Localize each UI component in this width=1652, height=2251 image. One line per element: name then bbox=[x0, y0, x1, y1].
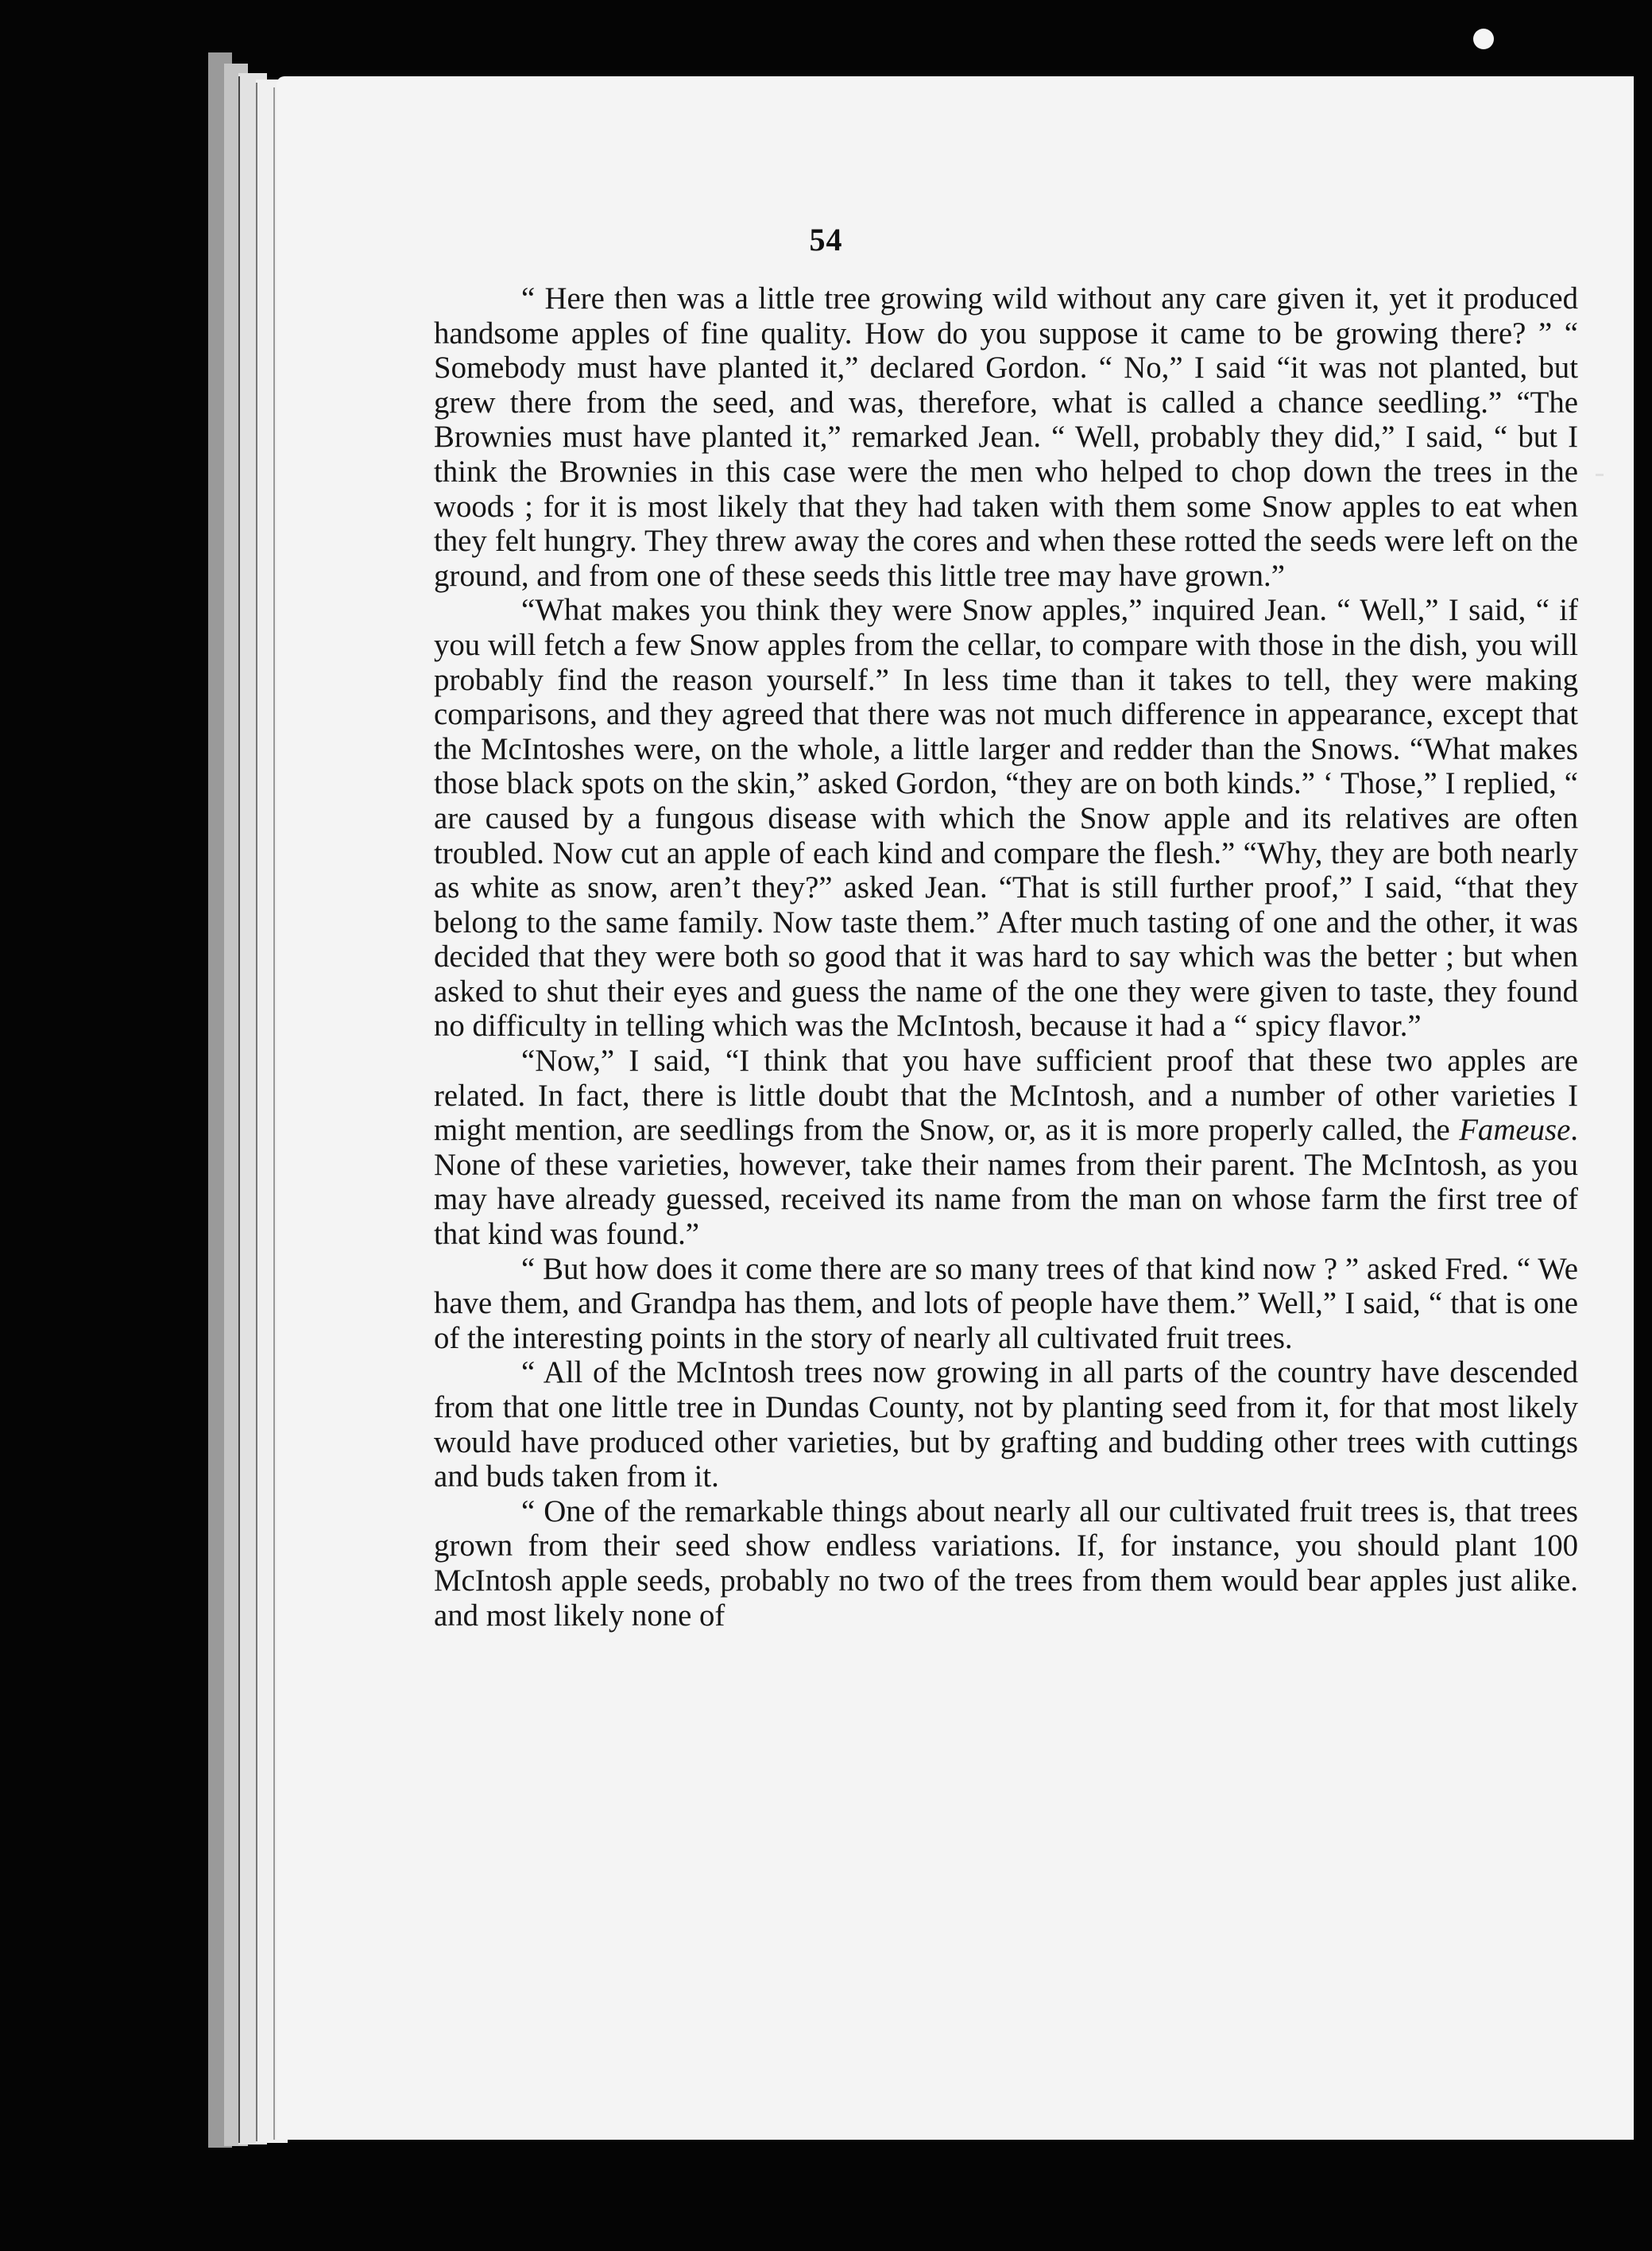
italic-term: Fameuse bbox=[1459, 1113, 1571, 1148]
paragraph-text: . None of these varieties, however, take their names from their parent. The McIntosh, as you may have already guessed, received its name from the man on whose farm the first tree of that kind was found.” bbox=[434, 1113, 1578, 1252]
paragraph-text: “Now,” I said, “I think that you have sufficient proof that these two apples are related. In fact, there is little doubt that the McIntosh, and a number of other varieties I might mention, are seedlings from the Snow, or, as it is more properly called, the bbox=[434, 1044, 1578, 1148]
page-edge-line bbox=[256, 83, 257, 2141]
paragraph: “ One of the remarkable things about nearly all our cultivated fruit trees is, that trees grown from their seed show endless variations. If, for instance, you should plant 100 McIntosh apple seeds, probably no two of the trees from them would bear apples just alike. and most likely none of bbox=[434, 1494, 1578, 1633]
page-number: 54 bbox=[809, 222, 843, 258]
margin-mark bbox=[1596, 474, 1604, 476]
paragraph: “ But how does it come there are so many trees of that kind now ? ” asked Fred. “ We have them, and Grandpa has them, and lots of people have them.” Well,” I said, “ that is one of the interesting points in the story of nearly all cultivated fruit trees. bbox=[434, 1251, 1578, 1355]
scan-speck bbox=[1473, 29, 1494, 49]
page-edge-line bbox=[273, 87, 275, 2140]
page-edge-line bbox=[238, 76, 240, 2143]
page-body bbox=[434, 281, 1578, 1633]
paragraph: “What makes you think they were Snow apples,” inquired Jean. “ Well,” I said, “ if you will fetch a few Snow apples from the cellar, to compare with those in the dish, you will probably find the reason yourself.” In less time than it takes to tell, they were making comparisons, and they agreed that there was not much difference in appearance, except that the McIntoshes were, on the whole, a little larger and redder than the Snows. “What makes those black spots on the skin,” asked Gordon, “they are on both kinds.” ‘ Those,” I replied, “ are caused by a fungous disease with which the Snow apple and its relatives are often troubled. Now cut an apple of each kind and compare the flesh.” “Why, they are both nearly as white as snow, aren’t they?” asked Jean. “That is still further proof,” I said, “that they belong to the same family. Now taste them.” After much tasting of one and the other, it was decided that they were both so good that it was hard to say which was the better ; but when asked to shut their eyes and guess the name of the one they were given to taste, they found no difficulty in telling which was the McIntosh, because it had a “ spicy flavor.” bbox=[434, 593, 1578, 1044]
paragraph bbox=[434, 1044, 1578, 1252]
paragraph: “ Here then was a little tree growing wild without any care given it, yet it produced handsome apples of fine quality. How do you suppose it came to be growing there? ” “ Somebody must have planted it,” declared Gordon. “ No,” I said “it was not planted, but grew there from the seed, and was, therefore, what is called a chance seedling.” “The Brownies must have planted it,” remarked Jean. “ Well, probably they did,” I said, “ but I think the Brownies in this case were the men who helped to chop down the trees in the woods ; for it is most likely that they had taken with them some Snow apples to eat when they felt hungry. They threw away the cores and when these rotted the seeds were left on the ground, and from one of these seeds this little tree may have grown.” bbox=[434, 281, 1578, 593]
paragraph: “ All of the McIntosh trees now growing in all parts of the country have descended from that one little tree in Dundas County, not by planting seed from it, for that most likely would have produced other varieties, but by grafting and budding other trees with cuttings and buds taken from it. bbox=[434, 1355, 1578, 1494]
